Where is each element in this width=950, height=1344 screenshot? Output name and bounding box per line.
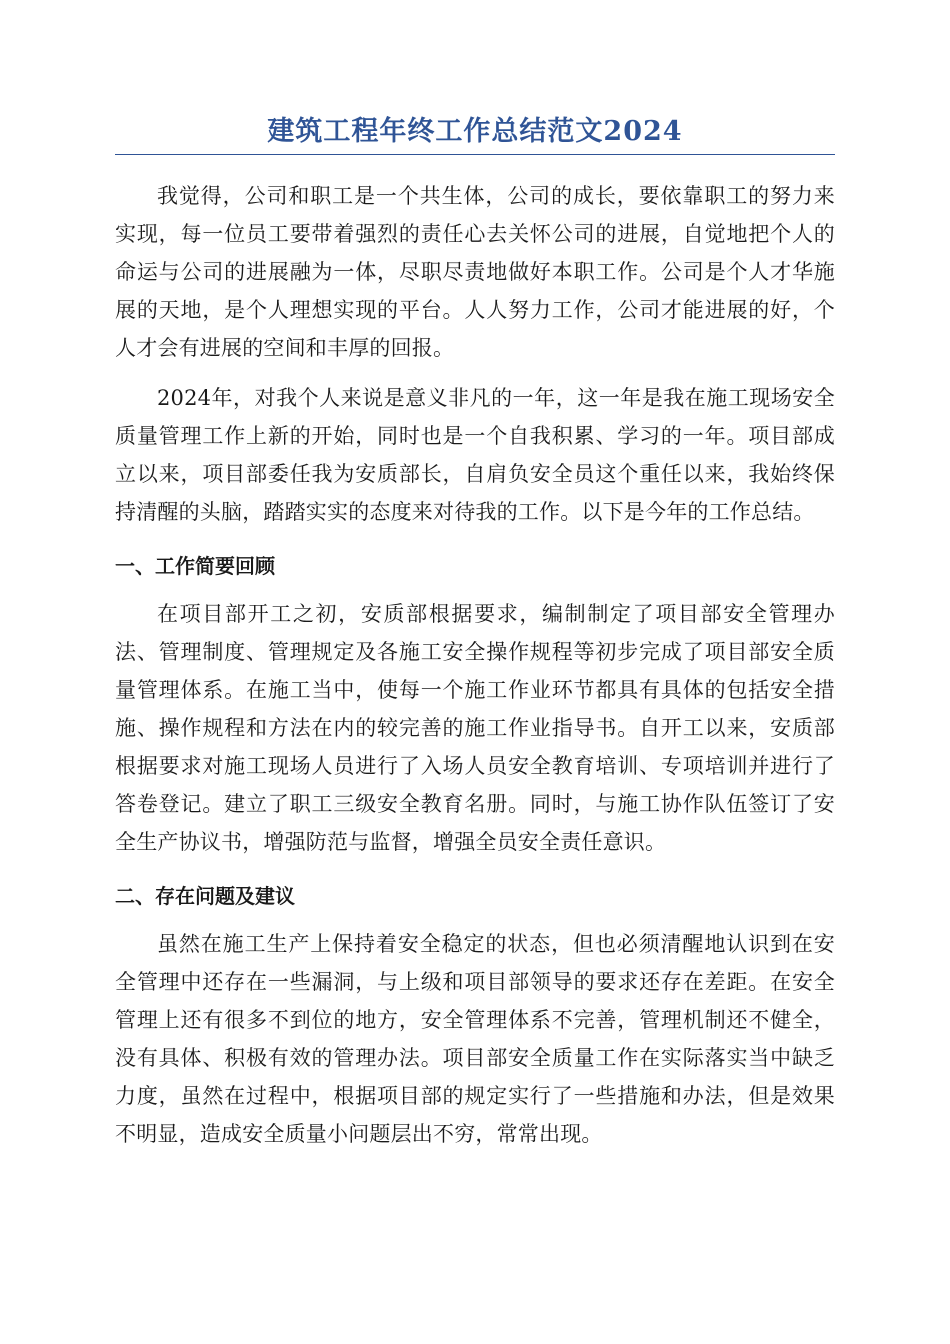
paragraph-problems: 虽然在施工生产上保持着安全稳定的状态，但也必须清醒地认识到在安全管理中还存在一些漏洞，与上级和项目部领导的要求还存在差距。在安全管理上还有很多不到位的地方，安全管理体系不完善，管理机制还不健全，没有具体、积极有效的管理办法。项目部安全质量工作在实际落实当中缺乏力度，虽然在过程中，根据项目部的规定实行了一些措施和办法，但是效果不明显，造成安全质量小问题层出不穷，常常出现。 [115, 932, 835, 1146]
paragraph-2024: 2024年，对我个人来说是意义非凡的一年，这一年是我在施工现场安全质量管理工作上新的开始，同时也是一个自我积累、学习的一年。项目部成立以来，项目部委任我为安质部长，自肩负安全员这个重任以来，我始终保持清醒的头脑，踏踏实实的态度来对待我的工作。以下是今年的工作总结。 [115, 386, 835, 524]
document-page [115, 112, 835, 1153]
section-heading-problems: 二、存在问题及建议 [115, 884, 295, 908]
section-heading-review: 一、工作简要回顾 [115, 554, 275, 578]
paragraph-intro: 我觉得，公司和职工是一个共生体，公司的成长，要依靠职工的努力来实现，每一位员工要带着强烈的责任心去关怀公司的进展，自觉地把个人的命运与公司的进展融为一体，尽职尽责地做好本职工作。公司是个人才华施展的天地，是个人理想实现的平台。人人努力工作，公司才能进展的好，个人才会有进展的空间和丰厚的回报。 [115, 184, 835, 360]
paragraph-review: 在项目部开工之初，安质部根据要求，编制制定了项目部安全管理办法、管理制度、管理规定及各施工安全操作规程等初步完成了项目部安全质量管理体系。在施工当中，使每一个施工作业环节都具有具体的包括安全措施、操作规程和方法在内的较完善的施工作业指导书。自开工以来，安质部根据要求对施工现场人员进行了入场人员安全教育培训、专项培训并进行了答卷登记。建立了职工三级安全教育名册。同时，与施工协作队伍签订了安全生产协议书，增强防范与监督，增强全员安全责任意识。 [115, 602, 835, 854]
document-title: 建筑工程年终工作总结范文2024 [115, 112, 835, 155]
